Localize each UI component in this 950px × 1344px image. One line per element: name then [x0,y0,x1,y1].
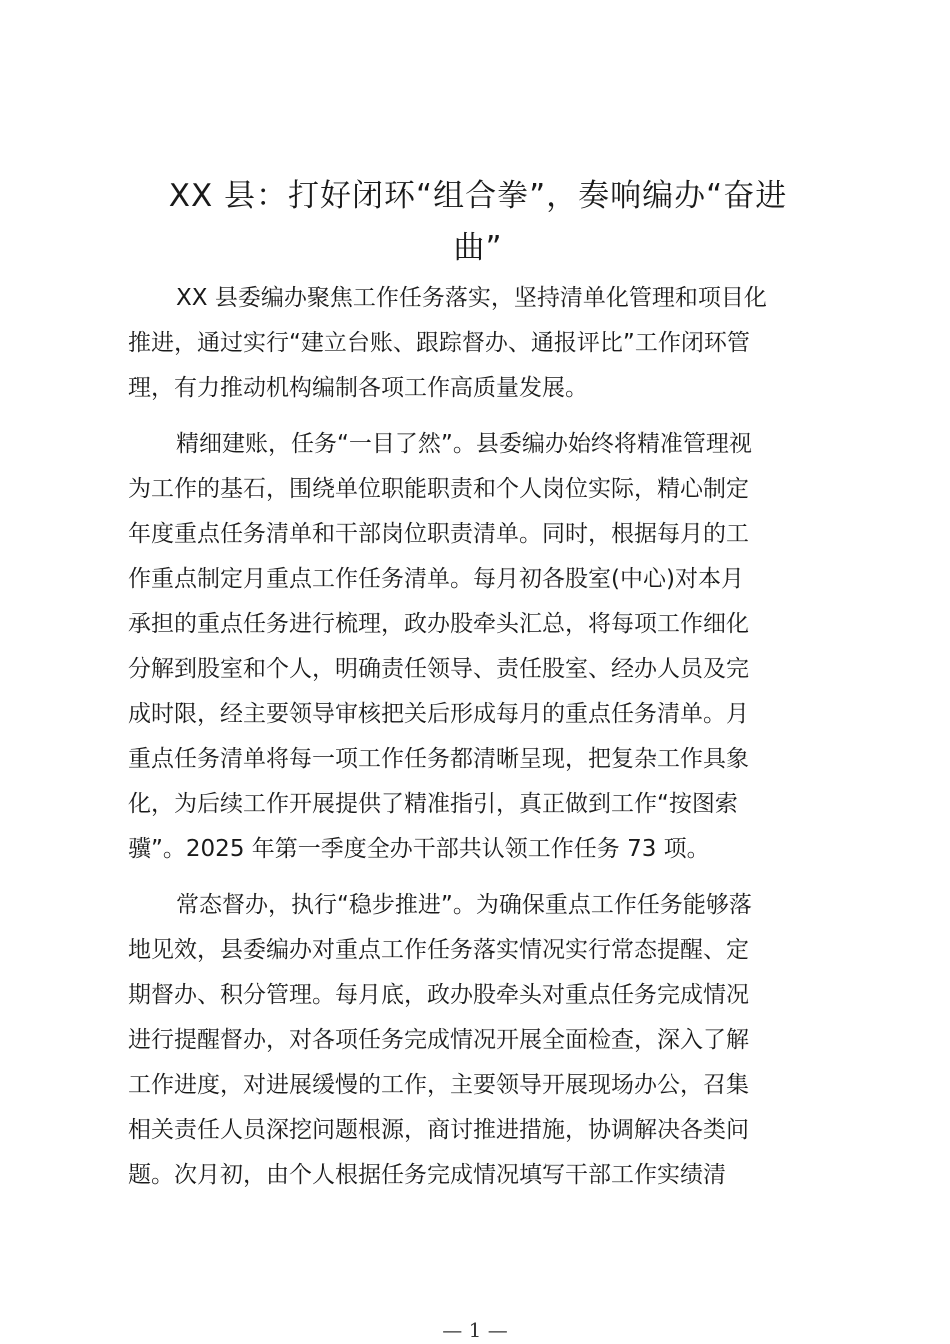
text-line: 年度重点任务清单和干部岗位职责清单。同时，根据每月的工 [128,521,749,547]
text-line: 为工作的基石，围绕单位职能职责和个人岗位实际，精心制定 [128,476,749,502]
text-line: 期督办、积分管理。每月底，政办股牵头对重点任务完成情况 [128,982,749,1008]
text-line: 推进，通过实行“建立台账、跟踪督办、通报评比”工作闭环管 [128,330,750,356]
text-line: XX 县委编办聚焦工作任务落实，坚持清单化管理和项目化 [176,285,767,311]
text-line: 精细建账，任务“一目了然”。县委编办始终将精准管理视 [176,431,752,457]
text-line: 骥”。2025 年第一季度全办干部共认领工作任务 73 项。 [128,836,710,862]
text-line: 工作进度，对进展缓慢的工作，主要领导开展现场办公，召集 [128,1072,749,1098]
text-line: 承担的重点任务进行梳理，政办股牵头汇总，将每项工作细化 [128,611,749,637]
title-line: XX 县：打好闭环“组合拳”，奏响编办“奋进 [168,178,788,214]
paragraph-supervision [128,883,834,1198]
text-line: 重点任务清单将每一项工作任务都清晰呈现，把复杂工作具象 [128,746,749,772]
text-line: 分解到股室和个人，明确责任领导、责任股室、经办人员及完 [128,656,749,682]
text-line: 常态督办，执行“稳步推进”。为确保重点工作任务能够落 [176,892,752,918]
text-line: 地见效，县委编办对重点工作任务落实情况实行常态提醒、定 [128,937,749,963]
text-line: 成时限，经主要领导审核把关后形成每月的重点任务清单。月 [128,701,749,727]
title-line: 曲” [453,230,503,266]
text-line: 化，为后续工作开展提供了精准指引，真正做到工作“按图索 [128,791,738,817]
paragraph-intro [128,276,834,411]
paragraph-ledger [128,422,834,872]
document-title [128,170,828,274]
text-line: 题。次月初，由个人根据任务完成情况填写干部工作实绩清 [128,1162,726,1188]
text-line: 进行提醒督办，对各项任务完成情况开展全面检查，深入了解 [128,1027,749,1053]
text-line: 作重点制定月重点工作任务清单。每月初各股室(中心)对本月 [128,566,744,592]
document-body [128,276,834,1209]
text-line: 相关责任人员深挖问题根源，商讨推进措施，协调解决各类问 [128,1117,749,1143]
page-number: — 1 — [442,1318,508,1342]
text-line: 理，有力推动机构编制各项工作高质量发展。 [128,375,588,401]
